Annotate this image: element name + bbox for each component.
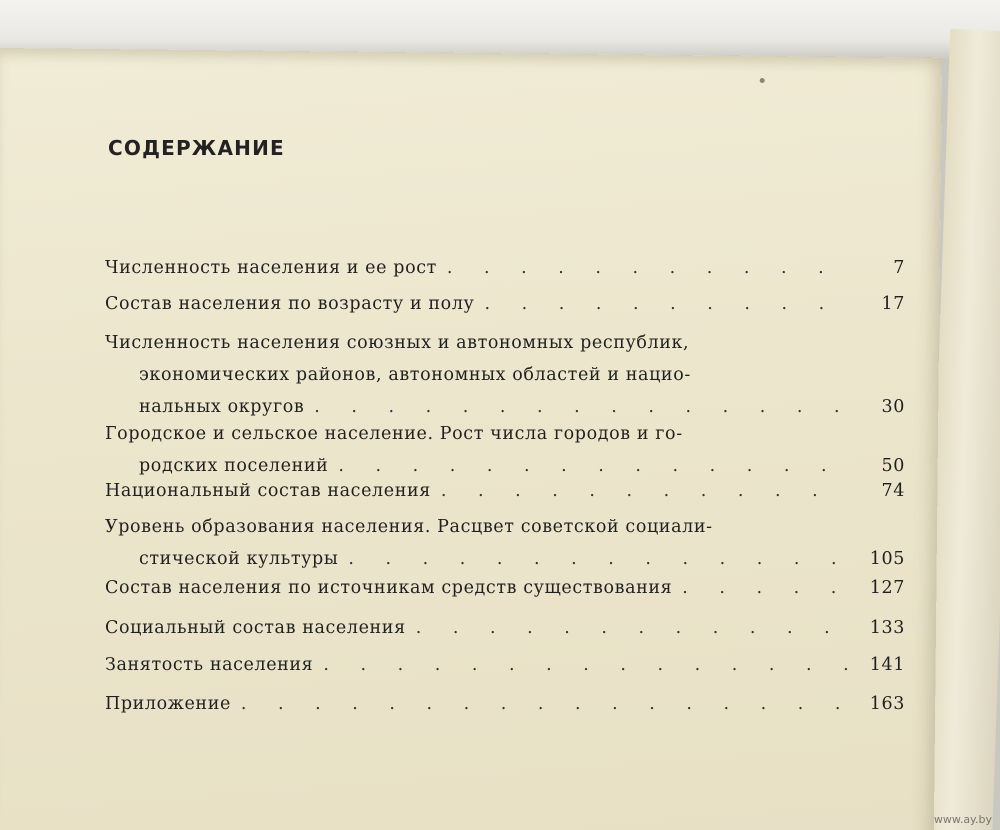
page-title: СОДЕРЖАНИЕ bbox=[108, 136, 285, 160]
leader-dots bbox=[323, 649, 849, 681]
toc-entry-text: Состав населения по источникам средств существования bbox=[105, 578, 673, 598]
toc-entry-3 bbox=[105, 327, 905, 423]
leader-dots bbox=[241, 688, 849, 720]
toc-entry-last-line bbox=[105, 688, 905, 720]
toc-entry-text: Численность населения союзных и автономных республик, bbox=[105, 333, 690, 353]
toc-entry-last-line bbox=[105, 612, 905, 644]
leader-dots bbox=[441, 475, 849, 507]
page-number: 7 bbox=[893, 258, 905, 278]
page-number: 50 bbox=[881, 456, 905, 476]
leader-dots bbox=[484, 288, 849, 320]
page-number: 141 bbox=[869, 655, 905, 675]
page-number: 127 bbox=[869, 578, 905, 598]
page-number: 133 bbox=[869, 618, 905, 638]
page-number: 30 bbox=[881, 397, 905, 417]
toc-entry-last-line bbox=[105, 475, 905, 507]
toc-entry-10 bbox=[105, 688, 905, 720]
page-number: 163 bbox=[869, 694, 905, 714]
toc-entry-last-line bbox=[105, 252, 905, 284]
watermark: www.ay.by bbox=[933, 813, 992, 826]
toc-entry-text: Уровень образования населения. Расцвет советской социали- bbox=[105, 517, 713, 537]
leader-dots bbox=[447, 252, 849, 284]
toc-entry-text: стической культуры bbox=[139, 549, 339, 569]
page-number: 74 bbox=[881, 481, 905, 501]
toc-entry-text: нальных округов bbox=[139, 397, 305, 417]
toc-entry-text: Социальный состав населения bbox=[105, 618, 406, 638]
toc-entry-6 bbox=[105, 511, 905, 575]
toc-entry-last-line bbox=[105, 288, 905, 320]
toc-entry-last-line bbox=[105, 649, 905, 681]
toc-entry-text: Состав населения по возрасту и полу bbox=[105, 294, 475, 314]
toc-entry-1 bbox=[105, 252, 905, 284]
leader-dots bbox=[416, 612, 849, 644]
toc-entry-last-line bbox=[105, 543, 905, 575]
toc-entry-text: Приложение bbox=[105, 694, 231, 714]
toc-entry-5 bbox=[105, 475, 905, 507]
toc-entry-text: Национальный состав населения bbox=[105, 481, 431, 501]
toc-entry-4 bbox=[105, 418, 905, 482]
leader-dots bbox=[682, 572, 849, 604]
toc-entry-7 bbox=[105, 572, 905, 604]
toc-entry-text: Городское и сельское население. Рост числа городов и го- bbox=[105, 424, 683, 444]
page-number: 105 bbox=[869, 549, 905, 569]
toc-entry-8 bbox=[105, 612, 905, 644]
paper-speck bbox=[760, 78, 765, 83]
toc-entry-last-line bbox=[105, 572, 905, 604]
toc-entry-text: Численность населения и ее рост bbox=[105, 258, 437, 278]
leader-dots bbox=[348, 543, 849, 575]
toc-entry-text: экономических районов, автономных областей и нацио- bbox=[139, 365, 691, 385]
toc-entry-9 bbox=[105, 649, 905, 681]
toc-entry-text: родских поселений bbox=[139, 456, 329, 476]
page-number: 17 bbox=[881, 294, 905, 314]
toc-entry-text: Занятость населения bbox=[105, 655, 314, 675]
toc-entry-2 bbox=[105, 288, 905, 320]
